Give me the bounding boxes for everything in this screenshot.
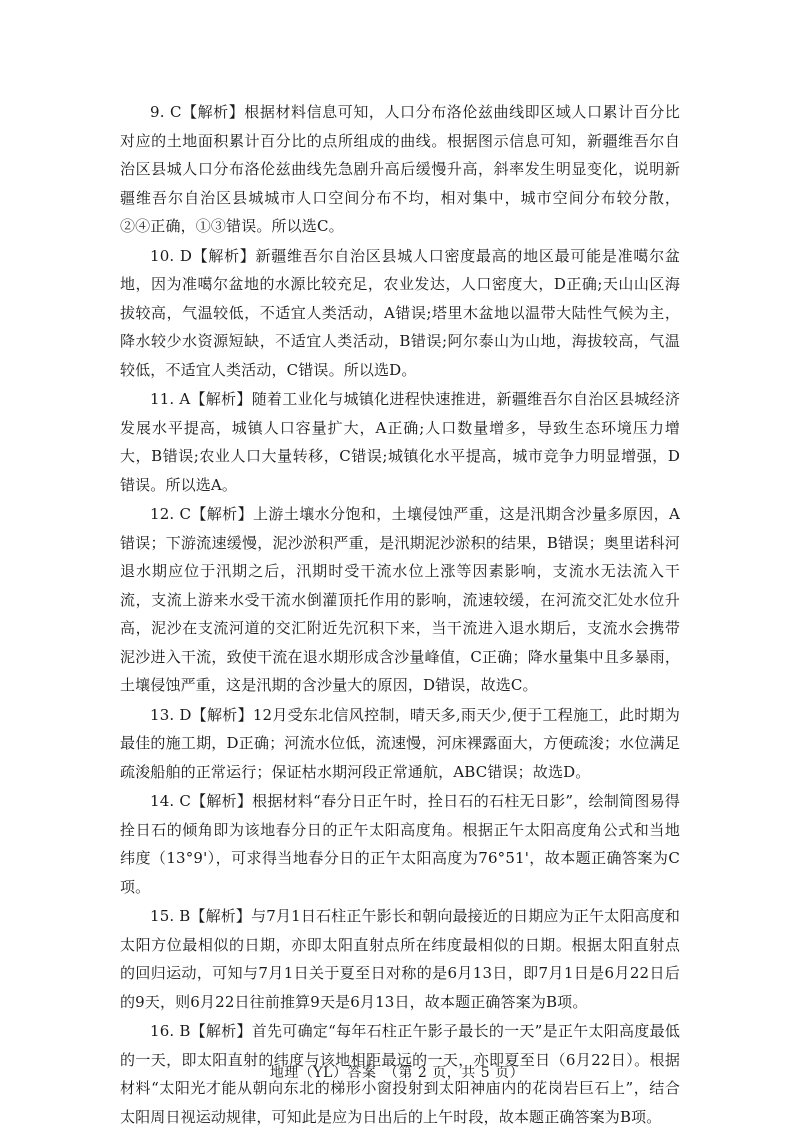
answer-10: 10. D【解析】新疆维吾尔自治区县城人口密度最高的地区最可能是准噶尔盆地，因为准噶尔盆地的水源比较充足，农业发达，人口密度大，D正确;天山山区海拔较高，气温较低，不适宜人类活动，A错误;塔里木盆地以温带大陆性气候为主，降水较少水资源短缺，不适宜人类活动，B错误;阿尔泰山为山地，海拔较高，气温较低，不适宜人类活动，C错误。所以选D。 [120,246,680,379]
page-footer: 地理（YL）答案 （第 2 页，共 5 页） [269,1065,525,1081]
answer-16: 16. B【解析】首先可确定“每年石柱正午影子最长的一天”是正午太阳高度最低的一天，即太阳直射的纬度与该地相距最远的一天，亦即夏至日（6月22日）。根据材料“太阳光才能从朝向东北的梯形小窗投射到太阳神庙内的花岗岩巨石上”，结合太阳周日视运动规律，可知此是应为日出后的上午时段，故本题正确答案为B项。 [120,1022,680,1126]
answer-explanations [120,98,680,1132]
answer-11: 11. A【解析】随着工业化与城镇化进程快速推进，新疆维吾尔自治区县城经济发展水平提高，城镇人口容量扩大，A正确;人口数量增多，导致生态环境压力增大，B错误;农业人口大量转移，C错误;城镇化水平提高，城市竞争力明显增强，D错误。所以选A。 [120,390,680,494]
answer-15: 15. B【解析】与7月1日石柱正午影长和朝向最接近的日期应为正午太阳高度和太阳方位最相似的日期，亦即太阳直射点所在纬度最相似的日期。根据太阳直射点的回归运动，可知与7月1日关于夏至日对称的是6月13日，即7月1日是6月22日后的9天，则6月22日往前推算9天是6月13日，故本题正确答案为B项。 [120,907,680,1011]
answer-9: 9. C【解析】根据材料信息可知，人口分布洛伦兹曲线即区域人口累计百分比对应的土地面积累计百分比的点所组成的曲线。根据图示信息可知，新疆维吾尔自治区县城人口分布洛伦兹曲线先急剧升高后缓慢升高，斜率发生明显变化，说明新疆维吾尔自治区县城城市人口空间分布不均，相对集中，城市空间分布较分散，②④正确，①③错误。所以选C。 [120,103,680,235]
answer-14: 14. C【解析】根据材料“春分日正午时，拴日石的石柱无日影”，绘制简图易得拴日石的倾角即为该地春分日的正午太阳高度角。根据正午太阳高度角公式和当地纬度（13°9'），可求得当地春分日的正午太阳高度为76°51'，故本题正确答案为C项。 [120,792,680,896]
answer-13: 13. D【解析】12月受东北信风控制，晴天多,雨天少,便于工程施工，此时期为最佳的施工期，D正确；河流水位低，流速慢，河床裸露面大，方便疏浚；水位满足疏浚船舶的正常运行；保证枯水期河段正常通航，ABC错误；故选D。 [120,705,680,781]
answer-12: 12. C【解析】上游土壤水分饱和，土壤侵蚀严重，这是汛期含沙量多原因，A错误；下游流速缓慢，泥沙淤积严重，是汛期泥沙淤积的结果，B错误；奥里诺科河退水期应位于汛期之后，汛期时受干流水位上涨等因素影响，支流水无法流入干流，支流上游来水受干流水倒灌顶托作用的影响，流速较缓，在河流交汇处水位升高，泥沙在支流河道的交汇附近先沉积下来，当干流进入退水期后，支流水会携带泥沙进入干流，致使干流在退水期形成含沙量峰值，C正确；降水量集中且多暴雨，土壤侵蚀严重，这是汛期的含沙量大的原因，D错误，故选C。 [120,505,680,694]
